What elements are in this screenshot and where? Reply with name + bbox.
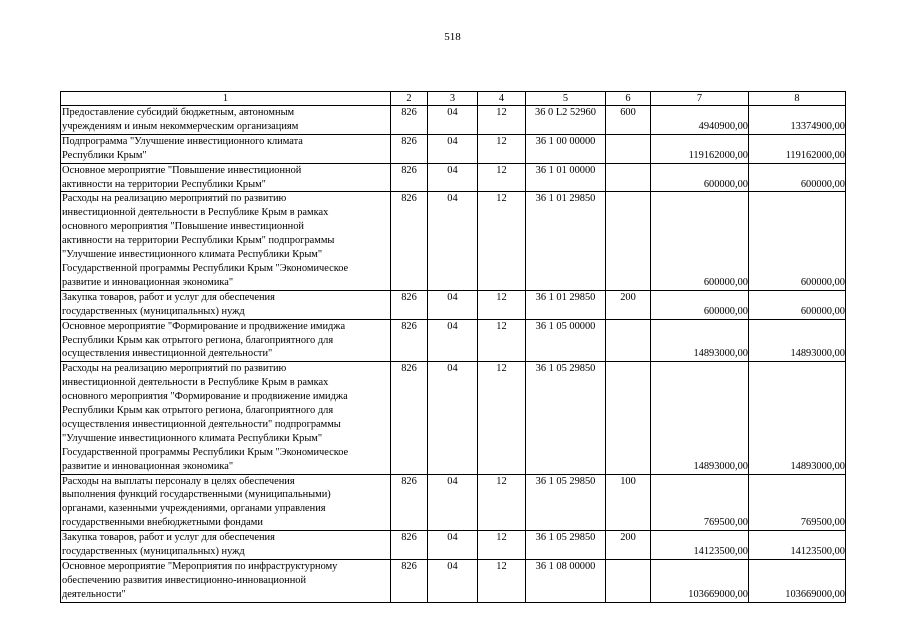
row-subsection-cell: 12 <box>478 106 526 135</box>
table-row <box>61 362 846 474</box>
row-amount-cell: 119162000,00 <box>749 134 846 163</box>
row-subsection-cell: 12 <box>478 192 526 290</box>
row-target-code-cell: 36 1 08 00000 <box>526 560 606 603</box>
row-expense-type-cell <box>606 134 651 163</box>
row-name-cell: Расходы на реализацию мероприятий по развитию инвестиционной деятельности в Республике Крым в рамках основного мероприятия "Повышение инвестиционной активности на территории Республики Крым" подпрограммы "Улучшение инвестиционного климата Республики Крым" Государственной программы Республики Крым "Экономическое развитие и инновационная экономика" <box>61 192 391 290</box>
table-row <box>61 134 846 163</box>
row-name-cell: Закупка товаров, работ и услуг для обеспечения государственных (муниципальных) нужд <box>61 290 391 319</box>
row-code-cell: 826 <box>391 362 428 474</box>
table-row <box>61 474 846 531</box>
row-name-cell: Закупка товаров, работ и услуг для обеспечения государственных (муниципальных) нужд <box>61 531 391 560</box>
row-target-code-cell: 36 1 01 29850 <box>526 290 606 319</box>
row-name-cell: Расходы на выплаты персоналу в целях обеспечения выполнения функций государственными (муниципальными) органами, казенными учреждениями, органами управления государственными внебюджетными фондами <box>61 474 391 531</box>
row-expense-type-cell <box>606 362 651 474</box>
row-subsection-cell: 12 <box>478 319 526 362</box>
row-section-cell: 04 <box>428 163 478 192</box>
row-amount-cell: 14893000,00 <box>749 319 846 362</box>
row-section-cell: 04 <box>428 362 478 474</box>
row-subsection-cell: 12 <box>478 531 526 560</box>
row-name-cell: Основное мероприятие "Повышение инвестиционной активности на территории Республики Крым" <box>61 163 391 192</box>
row-section-cell: 04 <box>428 319 478 362</box>
row-section-cell: 04 <box>428 290 478 319</box>
row-target-code-cell: 36 1 05 00000 <box>526 319 606 362</box>
row-target-code-cell: 36 1 05 29850 <box>526 531 606 560</box>
row-amount-cell: 14123500,00 <box>651 531 749 560</box>
row-expense-type-cell: 200 <box>606 531 651 560</box>
header-cell: 4 <box>478 92 526 106</box>
header-cell: 7 <box>651 92 749 106</box>
row-name-cell: Основное мероприятие "Мероприятия по инфраструктурному обеспечению развития инвестиционно-инновационной деятельности" <box>61 560 391 603</box>
row-subsection-cell: 12 <box>478 560 526 603</box>
row-subsection-cell: 12 <box>478 290 526 319</box>
row-section-cell: 04 <box>428 134 478 163</box>
row-section-cell: 04 <box>428 106 478 135</box>
header-cell: 1 <box>61 92 391 106</box>
table-row <box>61 192 846 290</box>
table-row <box>61 531 846 560</box>
row-amount-cell: 600000,00 <box>651 192 749 290</box>
row-expense-type-cell <box>606 163 651 192</box>
row-amount-cell: 14893000,00 <box>749 362 846 474</box>
row-section-cell: 04 <box>428 474 478 531</box>
row-section-cell: 04 <box>428 560 478 603</box>
row-amount-cell: 769500,00 <box>749 474 846 531</box>
row-amount-cell: 600000,00 <box>749 290 846 319</box>
table-row <box>61 163 846 192</box>
row-name-cell: Подпрограмма "Улучшение инвестиционного климата Республики Крым" <box>61 134 391 163</box>
row-section-cell: 04 <box>428 192 478 290</box>
row-amount-cell: 600000,00 <box>749 163 846 192</box>
row-target-code-cell: 36 1 00 00000 <box>526 134 606 163</box>
page-number: 518 <box>444 31 461 43</box>
row-code-cell: 826 <box>391 531 428 560</box>
row-subsection-cell: 12 <box>478 474 526 531</box>
row-expense-type-cell: 200 <box>606 290 651 319</box>
row-code-cell: 826 <box>391 560 428 603</box>
row-amount-cell: 13374900,00 <box>749 106 846 135</box>
row-amount-cell: 103669000,00 <box>749 560 846 603</box>
row-code-cell: 826 <box>391 163 428 192</box>
row-target-code-cell: 36 1 05 29850 <box>526 362 606 474</box>
row-section-cell: 04 <box>428 531 478 560</box>
header-cell: 2 <box>391 92 428 106</box>
table-row <box>61 560 846 603</box>
row-amount-cell: 600000,00 <box>651 290 749 319</box>
row-amount-cell: 14123500,00 <box>749 531 846 560</box>
row-target-code-cell: 36 1 05 29850 <box>526 474 606 531</box>
row-expense-type-cell <box>606 319 651 362</box>
row-subsection-cell: 12 <box>478 163 526 192</box>
row-amount-cell: 14893000,00 <box>651 362 749 474</box>
row-expense-type-cell <box>606 192 651 290</box>
row-code-cell: 826 <box>391 134 428 163</box>
table-row <box>61 106 846 135</box>
row-expense-type-cell <box>606 560 651 603</box>
header-cell: 5 <box>526 92 606 106</box>
row-code-cell: 826 <box>391 106 428 135</box>
row-name-cell: Основное мероприятие "Формирование и продвижение имиджа Республики Крым как отрытого региона, благоприятного для осуществления инвестиционной деятельности" <box>61 319 391 362</box>
row-code-cell: 826 <box>391 319 428 362</box>
row-amount-cell: 4940900,00 <box>651 106 749 135</box>
table-row <box>61 319 846 362</box>
row-code-cell: 826 <box>391 290 428 319</box>
row-amount-cell: 600000,00 <box>749 192 846 290</box>
row-amount-cell: 103669000,00 <box>651 560 749 603</box>
row-expense-type-cell: 600 <box>606 106 651 135</box>
row-amount-cell: 600000,00 <box>651 163 749 192</box>
row-name-cell: Расходы на реализацию мероприятий по развитию инвестиционной деятельности в Республике Крым в рамках основного мероприятия "Формирование и продвижение имиджа Республики Крым как отрытого региона, благоприятного для осуществления инвестиционной деятельности" подпрограммы "Улучшение инвестиционного климата Республики Крым" Государственной программы Республики Крым "Экономическое развитие и инновационная экономика" <box>61 362 391 474</box>
header-cell: 3 <box>428 92 478 106</box>
row-amount-cell: 119162000,00 <box>651 134 749 163</box>
row-amount-cell: 769500,00 <box>651 474 749 531</box>
row-subsection-cell: 12 <box>478 134 526 163</box>
row-expense-type-cell: 100 <box>606 474 651 531</box>
row-target-code-cell: 36 1 01 00000 <box>526 163 606 192</box>
header-cell: 8 <box>749 92 846 106</box>
row-target-code-cell: 36 1 01 29850 <box>526 192 606 290</box>
row-subsection-cell: 12 <box>478 362 526 474</box>
row-name-cell: Предоставление субсидий бюджетным, автономным учреждениям и иным некоммерческим организациям <box>61 106 391 135</box>
budget-table <box>60 91 846 603</box>
header-cell: 6 <box>606 92 651 106</box>
row-target-code-cell: 36 0 L2 52960 <box>526 106 606 135</box>
row-amount-cell: 14893000,00 <box>651 319 749 362</box>
row-code-cell: 826 <box>391 474 428 531</box>
table-row <box>61 290 846 319</box>
table-header-row <box>61 92 846 106</box>
row-code-cell: 826 <box>391 192 428 290</box>
